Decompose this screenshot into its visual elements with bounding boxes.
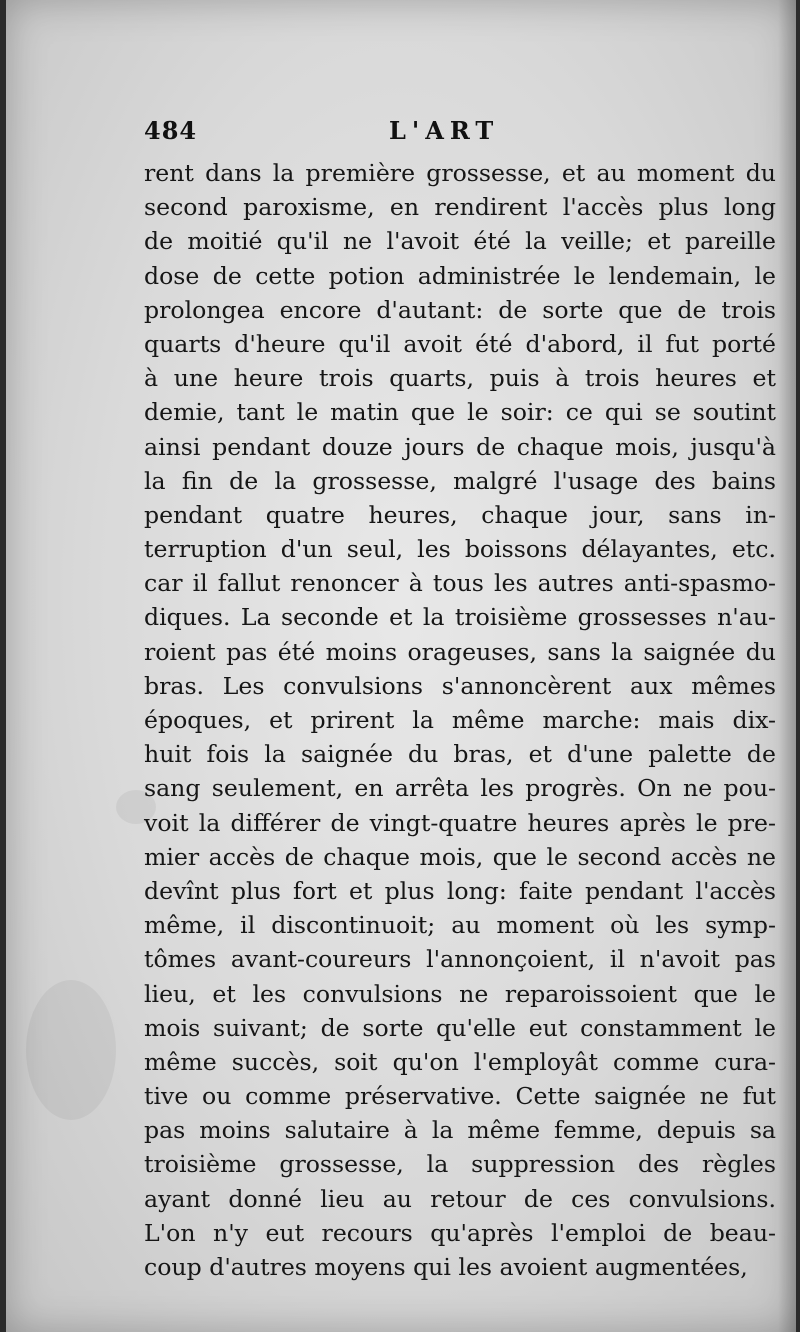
text-line: coup d'autres moyens qui les avoient augmentées, — [144, 1253, 748, 1281]
body-text — [144, 156, 776, 1284]
text-line: même, il discontinuoit; au moment où les symp- — [144, 911, 776, 940]
text-line: lieu, et les convulsions ne reparoissoient que le — [144, 979, 776, 1008]
text-line: terruption d'un seul, les boissons délayantes, etc. — [144, 535, 776, 564]
text-line: voit la différer de vingt-quatre heures après le pre- — [144, 808, 776, 837]
text-line: de moitié qu'il ne l'avoit été la veille; et pareille — [144, 227, 776, 256]
text-line: mois suivant; de sorte qu'elle eut constamment le — [144, 1013, 776, 1042]
running-title: L'ART — [389, 116, 500, 145]
text-line: sang seulement, en arrêta les progrès. On ne pou- — [144, 774, 776, 803]
text-line: rent dans la première grossesse, et au moment du — [144, 159, 776, 187]
text-line: prolongea encore d'autant: de sorte que de trois — [144, 295, 776, 324]
text-line: à une heure trois quarts, puis à trois heures et — [144, 364, 776, 393]
text-line: pas moins salutaire à la même femme, depuis sa — [144, 1116, 776, 1145]
text-line: diques. La seconde et la troisième grossesses n'au- — [144, 603, 776, 632]
text-line: demie, tant le matin que le soir: ce qui se soutint — [144, 398, 776, 427]
page-edge-shadow — [778, 0, 796, 1332]
text-line: troisième grossesse, la suppression des règles — [144, 1150, 776, 1179]
text-line: tive ou comme préservative. Cette saignée ne fut — [144, 1082, 776, 1111]
text-line: huit fois la saignée du bras, et d'une palette de — [144, 740, 776, 769]
text-line: quarts d'heure qu'il avoit été d'abord, il fut porté — [144, 329, 776, 358]
text-line: époques, et prirent la même marche: mais dix- — [144, 706, 776, 734]
text-line: mier accès de chaque mois, que le second accès ne — [144, 842, 776, 871]
text-line: car il fallut renoncer à tous les autres anti-spasmo- — [144, 569, 776, 598]
text-line: pendant quatre heures, chaque jour, sans in- — [144, 500, 776, 529]
paper-stain — [26, 980, 116, 1120]
page-header — [144, 112, 756, 152]
text-line: même succès, soit qu'on l'employât comme cura- — [144, 1047, 776, 1076]
text-line: L'on n'y eut recours qu'après l'emploi de beau- — [144, 1218, 776, 1247]
text-line: tômes avant-coureurs l'annonçoient, il n'avoit pas — [144, 945, 776, 974]
text-line: roient pas été moins orageuses, sans la saignée du — [144, 637, 776, 666]
text-line: second paroxisme, en rendirent l'accès plus long — [144, 193, 776, 222]
book-page — [6, 0, 796, 1332]
page-number: 484 — [144, 116, 198, 145]
text-line: la fin de la grossesse, malgré l'usage des bains — [144, 466, 776, 495]
text-line: ayant donné lieu au retour de ces convulsions. — [144, 1184, 776, 1213]
text-line: ainsi pendant douze jours de chaque mois, jusqu'à — [144, 432, 776, 461]
text-line: devînt plus fort et plus long: faite pendant l'accès — [144, 876, 776, 905]
text-line: dose de cette potion administrée le lendemain, le — [144, 261, 776, 290]
text-line: bras. Les convulsions s'annoncèrent aux mêmes — [144, 671, 776, 700]
